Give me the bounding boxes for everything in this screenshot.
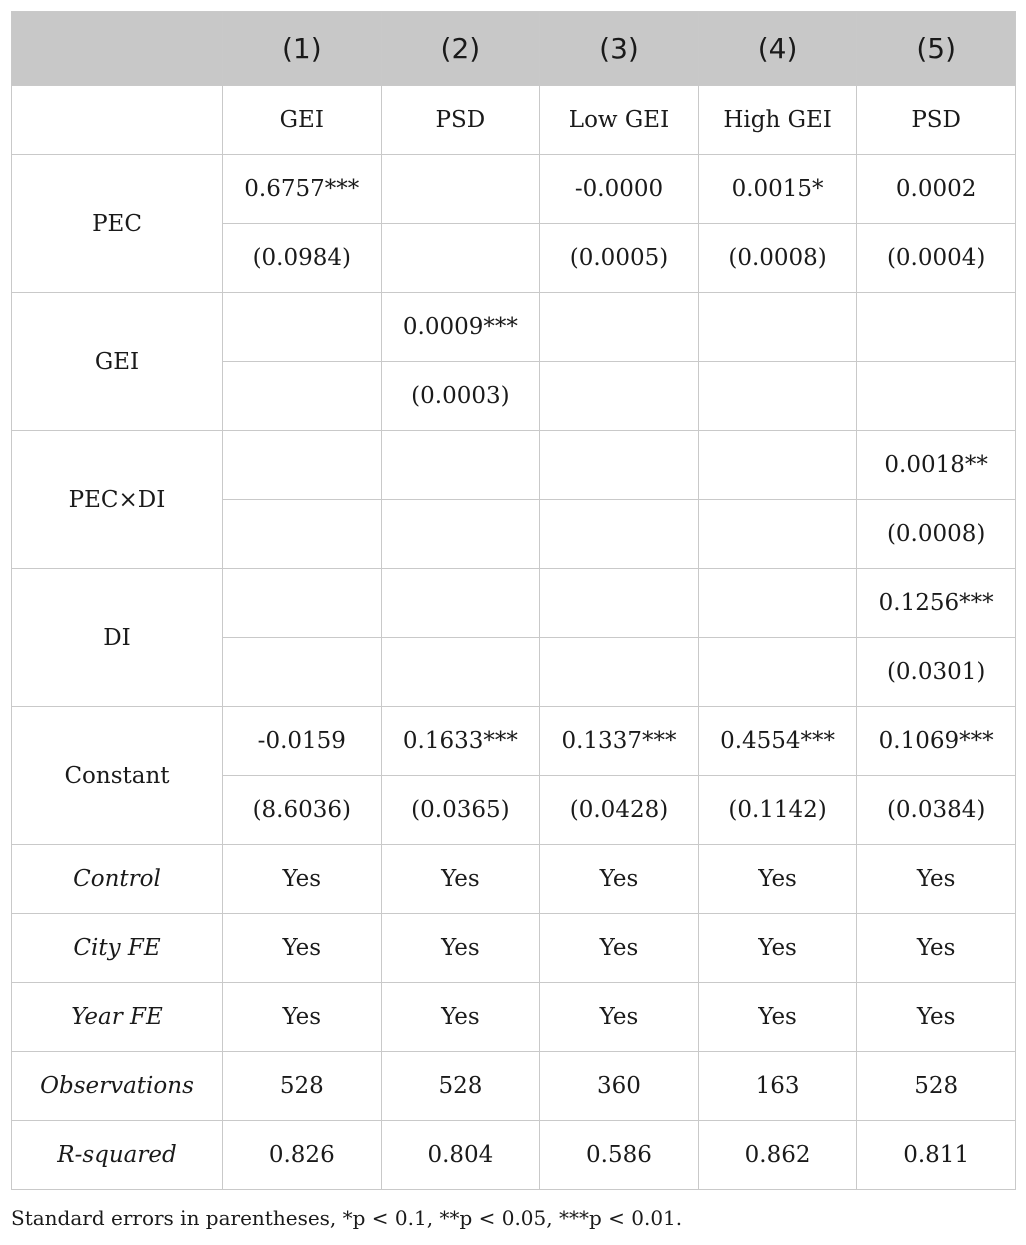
regression-table-container [11,11,1015,1190]
stat-cell: Yes [857,983,1016,1052]
stat-cell: Yes [381,845,540,914]
column-number-row [12,12,1016,86]
stat-cell: 163 [698,1052,857,1121]
coef-cell [381,431,540,500]
stat-cell: Yes [540,983,699,1052]
header-cell-blank [12,12,223,86]
table-row-city-fe [12,914,1016,983]
table-row-r-squared [12,1121,1016,1190]
se-cell: (0.0005) [540,224,699,293]
variable-name-gei: GEI [12,293,223,431]
coef-cell [698,431,857,500]
table-row-pec-coef [12,155,1016,224]
se-cell [857,362,1016,431]
coef-cell: 0.1633*** [381,707,540,776]
stat-cell: Yes [698,914,857,983]
table-row-pecxdi-coef [12,431,1016,500]
variable-name-pec: PEC [12,155,223,293]
table-row-constant-coef [12,707,1016,776]
stat-cell: 0.586 [540,1121,699,1190]
stat-cell: 0.826 [223,1121,382,1190]
stat-cell: 0.804 [381,1121,540,1190]
coef-cell [698,293,857,362]
se-cell: (0.0004) [857,224,1016,293]
regression-table [11,11,1016,1190]
coef-cell [381,569,540,638]
se-cell [223,500,382,569]
table-row-di-coef [12,569,1016,638]
se-cell: (0.0301) [857,638,1016,707]
coef-cell: 0.0018** [857,431,1016,500]
dependent-cell: High GEI [698,86,857,155]
coef-cell [540,293,699,362]
table-row-gei-coef [12,293,1016,362]
table-row-year-fe [12,983,1016,1052]
stat-cell: 0.862 [698,1121,857,1190]
se-cell [381,500,540,569]
se-cell: (0.0428) [540,776,699,845]
coef-cell: 0.4554*** [698,707,857,776]
coef-cell [381,155,540,224]
stat-cell: Yes [698,983,857,1052]
stat-name-observations: Observations [12,1052,223,1121]
stat-cell: Yes [381,914,540,983]
stat-cell: 528 [381,1052,540,1121]
dependent-cell: PSD [381,86,540,155]
se-cell [540,362,699,431]
se-cell: (0.0384) [857,776,1016,845]
header-cell-5: (5) [857,12,1016,86]
stat-cell: Yes [223,914,382,983]
coef-cell: 0.1337*** [540,707,699,776]
se-cell [540,638,699,707]
variable-name-constant: Constant [12,707,223,845]
table-footnote: Standard errors in parentheses, *p < 0.1, **p < 0.05, ***p < 0.01. [11,1206,683,1230]
stat-cell: Yes [381,983,540,1052]
header-cell-3: (3) [540,12,699,86]
coef-cell [698,569,857,638]
se-cell: (0.1142) [698,776,857,845]
coef-cell: 0.0002 [857,155,1016,224]
se-cell: (0.0008) [857,500,1016,569]
variable-name-di: DI [12,569,223,707]
se-cell [381,224,540,293]
coef-cell [540,431,699,500]
header-cell-1: (1) [223,12,382,86]
se-cell [698,362,857,431]
coef-cell: 0.0015* [698,155,857,224]
se-cell: (0.0003) [381,362,540,431]
se-cell: (0.0008) [698,224,857,293]
stat-cell: 0.811 [857,1121,1016,1190]
header-cell-2: (2) [381,12,540,86]
stat-cell: 360 [540,1052,699,1121]
coef-cell [540,569,699,638]
coef-cell [223,431,382,500]
stat-cell: Yes [857,845,1016,914]
se-cell [540,500,699,569]
stat-cell: Yes [698,845,857,914]
se-cell [698,638,857,707]
stat-cell: Yes [540,914,699,983]
se-cell [381,638,540,707]
se-cell: (0.0984) [223,224,382,293]
stat-cell: Yes [223,845,382,914]
stat-cell: Yes [540,845,699,914]
table-row-observations [12,1052,1016,1121]
dependent-variable-row [12,86,1016,155]
stat-name-year-fe: Year FE [12,983,223,1052]
stat-name-r-squared: R-squared [12,1121,223,1190]
stat-name-control: Control [12,845,223,914]
se-cell: (0.0365) [381,776,540,845]
coef-cell [223,293,382,362]
coef-cell: -0.0159 [223,707,382,776]
coef-cell: 0.0009*** [381,293,540,362]
se-cell [223,638,382,707]
stat-cell: Yes [223,983,382,1052]
dependent-cell: PSD [857,86,1016,155]
dependent-cell: Low GEI [540,86,699,155]
stat-cell: 528 [223,1052,382,1121]
header-cell-4: (4) [698,12,857,86]
se-cell: (8.6036) [223,776,382,845]
stat-cell: Yes [857,914,1016,983]
coef-cell [857,293,1016,362]
coef-cell: 0.6757*** [223,155,382,224]
stat-cell: 528 [857,1052,1016,1121]
coef-cell [223,569,382,638]
coef-cell: -0.0000 [540,155,699,224]
dependent-cell-blank [12,86,223,155]
variable-name-pecxdi: PEC×DI [12,431,223,569]
table-row-control [12,845,1016,914]
coef-cell: 0.1256*** [857,569,1016,638]
dependent-cell: GEI [223,86,382,155]
se-cell [223,362,382,431]
se-cell [698,500,857,569]
coef-cell: 0.1069*** [857,707,1016,776]
stat-name-city-fe: City FE [12,914,223,983]
